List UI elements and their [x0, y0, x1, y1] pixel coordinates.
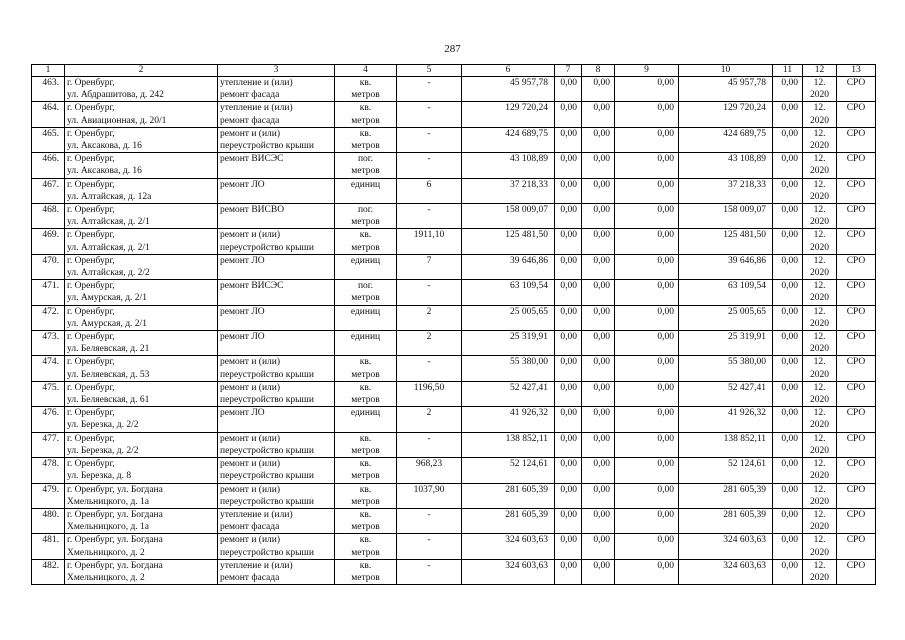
value-cell: 0,00 — [582, 508, 615, 533]
cost-cell: 63 109,54 — [462, 280, 555, 305]
value-cell: 0,00 — [555, 178, 582, 203]
address-cell: г. Оренбург, ул. Богдана Хмельницкого, д. 2 — [65, 534, 218, 559]
quantity-cell: - — [397, 77, 462, 102]
column-header: 5 — [397, 65, 462, 77]
period-cell: 12. 2020 — [803, 77, 837, 102]
unit-cell: кв. метров — [335, 458, 397, 483]
cost-cell: 158 009,07 — [462, 204, 555, 229]
value-cell: 0,00 — [582, 229, 615, 254]
source-cell: СРО — [837, 458, 876, 483]
cost-cell: 52 124,61 — [462, 458, 555, 483]
unit-cell: единиц — [335, 305, 397, 330]
row-number: 477. — [32, 432, 65, 457]
total-cell: 424 689,75 — [679, 127, 773, 152]
quantity-cell: - — [397, 508, 462, 533]
source-cell: СРО — [837, 229, 876, 254]
table-row — [32, 127, 876, 152]
table-row — [32, 432, 876, 457]
address-cell: г. Оренбург, ул. Березка, д. 8 — [65, 458, 218, 483]
row-number: 469. — [32, 229, 65, 254]
value-cell: 0,00 — [555, 102, 582, 127]
value-cell: 0,00 — [555, 483, 582, 508]
table-row — [32, 534, 876, 559]
address-cell: г. Оренбург, ул. Беляевская, д. 61 — [65, 381, 218, 406]
value-cell: 0,00 — [582, 204, 615, 229]
row-number: 478. — [32, 458, 65, 483]
row-number: 481. — [32, 534, 65, 559]
work-type-cell: утепление и (или) ремонт фасада — [218, 102, 335, 127]
unit-cell: единиц — [335, 178, 397, 203]
unit-cell: кв. метров — [335, 534, 397, 559]
unit-cell: кв. метров — [335, 356, 397, 381]
header-row — [32, 65, 876, 77]
cost-cell: 138 852,11 — [462, 432, 555, 457]
value-cell: 0,00 — [555, 331, 582, 356]
unit-cell: кв. метров — [335, 508, 397, 533]
cost-cell: 55 380,00 — [462, 356, 555, 381]
period-cell: 12. 2020 — [803, 254, 837, 279]
period-cell: 12. 2020 — [803, 559, 837, 584]
value-cell: 0,00 — [555, 458, 582, 483]
quantity-cell: 968,23 — [397, 458, 462, 483]
cost-cell: 52 427,41 — [462, 381, 555, 406]
quantity-cell: - — [397, 204, 462, 229]
table-row — [32, 153, 876, 178]
value-cell: 0,00 — [615, 153, 679, 178]
source-cell: СРО — [837, 280, 876, 305]
value-cell: 0,00 — [773, 102, 803, 127]
unit-cell: пог. метров — [335, 280, 397, 305]
column-header: 3 — [218, 65, 335, 77]
row-number: 467. — [32, 178, 65, 203]
value-cell: 0,00 — [615, 178, 679, 203]
value-cell: 0,00 — [615, 331, 679, 356]
value-cell: 0,00 — [582, 458, 615, 483]
period-cell: 12. 2020 — [803, 153, 837, 178]
address-cell: г. Оренбург, ул. Аксакова, д. 16 — [65, 153, 218, 178]
value-cell: 0,00 — [615, 483, 679, 508]
cost-cell: 424 689,75 — [462, 127, 555, 152]
value-cell: 0,00 — [582, 331, 615, 356]
value-cell: 0,00 — [615, 229, 679, 254]
work-type-cell: утепление и (или) ремонт фасада — [218, 508, 335, 533]
cost-cell: 324 603,63 — [462, 534, 555, 559]
value-cell: 0,00 — [555, 432, 582, 457]
value-cell: 0,00 — [582, 127, 615, 152]
address-cell: г. Оренбург, ул. Абдрашитова, д. 242 — [65, 77, 218, 102]
work-type-cell: утепление и (или) ремонт фасада — [218, 77, 335, 102]
value-cell: 0,00 — [555, 381, 582, 406]
value-cell: 0,00 — [555, 153, 582, 178]
value-cell: 0,00 — [615, 432, 679, 457]
column-header: 4 — [335, 65, 397, 77]
cost-cell: 324 603,63 — [462, 559, 555, 584]
table-row — [32, 77, 876, 102]
work-type-cell: ремонт и (или) переустройство крыши — [218, 483, 335, 508]
address-cell: г. Оренбург, ул. Алтайская, д. 2/1 — [65, 229, 218, 254]
cost-cell: 25 319,91 — [462, 331, 555, 356]
work-type-cell: ремонт и (или) переустройство крыши — [218, 229, 335, 254]
period-cell: 12. 2020 — [803, 483, 837, 508]
quantity-cell: - — [397, 280, 462, 305]
period-cell: 12. 2020 — [803, 229, 837, 254]
period-cell: 12. 2020 — [803, 102, 837, 127]
period-cell: 12. 2020 — [803, 204, 837, 229]
value-cell: 0,00 — [773, 331, 803, 356]
period-cell: 12. 2020 — [803, 407, 837, 432]
value-cell: 0,00 — [773, 483, 803, 508]
row-number: 472. — [32, 305, 65, 330]
cost-cell: 281 605,39 — [462, 483, 555, 508]
value-cell: 0,00 — [582, 254, 615, 279]
work-type-cell: утепление и (или) ремонт фасада — [218, 559, 335, 584]
value-cell: 0,00 — [615, 508, 679, 533]
source-cell: СРО — [837, 102, 876, 127]
total-cell: 138 852,11 — [679, 432, 773, 457]
column-header: 10 — [679, 65, 773, 77]
value-cell: 0,00 — [773, 254, 803, 279]
source-cell: СРО — [837, 153, 876, 178]
cost-cell: 45 957,78 — [462, 77, 555, 102]
quantity-cell: 2 — [397, 407, 462, 432]
row-number: 470. — [32, 254, 65, 279]
value-cell: 0,00 — [555, 204, 582, 229]
source-cell: СРО — [837, 305, 876, 330]
cost-cell: 37 218,33 — [462, 178, 555, 203]
value-cell: 0,00 — [582, 432, 615, 457]
row-number: 468. — [32, 204, 65, 229]
quantity-cell: - — [397, 559, 462, 584]
value-cell: 0,00 — [615, 77, 679, 102]
column-header: 11 — [773, 65, 803, 77]
value-cell: 0,00 — [773, 559, 803, 584]
unit-cell: единиц — [335, 407, 397, 432]
source-cell: СРО — [837, 77, 876, 102]
work-type-cell: ремонт и (или) переустройство крыши — [218, 127, 335, 152]
cost-cell: 43 108,89 — [462, 153, 555, 178]
value-cell: 0,00 — [555, 280, 582, 305]
row-number: 480. — [32, 508, 65, 533]
source-cell: СРО — [837, 407, 876, 432]
total-cell: 281 605,39 — [679, 508, 773, 533]
column-header: 2 — [65, 65, 218, 77]
value-cell: 0,00 — [773, 534, 803, 559]
value-cell: 0,00 — [555, 127, 582, 152]
quantity-cell: - — [397, 153, 462, 178]
total-cell: 25 319,91 — [679, 331, 773, 356]
value-cell: 0,00 — [773, 178, 803, 203]
value-cell: 0,00 — [773, 508, 803, 533]
value-cell: 0,00 — [582, 280, 615, 305]
quantity-cell: - — [397, 127, 462, 152]
unit-cell: кв. метров — [335, 559, 397, 584]
address-cell: г. Оренбург, ул. Амурская, д. 2/1 — [65, 305, 218, 330]
table-row — [32, 305, 876, 330]
value-cell: 0,00 — [615, 534, 679, 559]
value-cell: 0,00 — [615, 458, 679, 483]
value-cell: 0,00 — [615, 204, 679, 229]
value-cell: 0,00 — [615, 356, 679, 381]
cost-cell: 281 605,39 — [462, 508, 555, 533]
row-number: 465. — [32, 127, 65, 152]
total-cell: 25 005,65 — [679, 305, 773, 330]
unit-cell: кв. метров — [335, 229, 397, 254]
address-cell: г. Оренбург, ул. Авиационная, д. 20/1 — [65, 102, 218, 127]
address-cell: г. Оренбург, ул. Беляевская, д. 53 — [65, 356, 218, 381]
table-row — [32, 508, 876, 533]
unit-cell: кв. метров — [335, 483, 397, 508]
value-cell: 0,00 — [615, 381, 679, 406]
value-cell: 0,00 — [615, 127, 679, 152]
unit-cell: кв. метров — [335, 102, 397, 127]
source-cell: СРО — [837, 432, 876, 457]
value-cell: 0,00 — [582, 153, 615, 178]
value-cell: 0,00 — [615, 280, 679, 305]
total-cell: 52 427,41 — [679, 381, 773, 406]
table-row — [32, 483, 876, 508]
value-cell: 0,00 — [615, 305, 679, 330]
row-number: 474. — [32, 356, 65, 381]
total-cell: 37 218,33 — [679, 178, 773, 203]
table-row — [32, 559, 876, 584]
value-cell: 0,00 — [582, 381, 615, 406]
period-cell: 12. 2020 — [803, 534, 837, 559]
address-cell: г. Оренбург, ул. Богдана Хмельницкого, д. 1а — [65, 483, 218, 508]
work-type-cell: ремонт ЛО — [218, 254, 335, 279]
period-cell: 12. 2020 — [803, 305, 837, 330]
source-cell: СРО — [837, 254, 876, 279]
row-number: 463. — [32, 77, 65, 102]
period-cell: 12. 2020 — [803, 432, 837, 457]
work-type-cell: ремонт и (или) переустройство крыши — [218, 381, 335, 406]
period-cell: 12. 2020 — [803, 331, 837, 356]
value-cell: 0,00 — [555, 534, 582, 559]
column-header: 12 — [803, 65, 837, 77]
total-cell: 43 108,89 — [679, 153, 773, 178]
address-cell: г. Оренбург, ул. Богдана Хмельницкого, д. 1а — [65, 508, 218, 533]
value-cell: 0,00 — [615, 254, 679, 279]
work-type-cell: ремонт ВИСВО — [218, 204, 335, 229]
value-cell: 0,00 — [555, 229, 582, 254]
quantity-cell: 7 — [397, 254, 462, 279]
cost-cell: 41 926,32 — [462, 407, 555, 432]
table-row — [32, 102, 876, 127]
value-cell: 0,00 — [773, 356, 803, 381]
value-cell: 0,00 — [773, 305, 803, 330]
period-cell: 12. 2020 — [803, 127, 837, 152]
period-cell: 12. 2020 — [803, 280, 837, 305]
value-cell: 0,00 — [582, 178, 615, 203]
quantity-cell: 1037,90 — [397, 483, 462, 508]
source-cell: СРО — [837, 331, 876, 356]
source-cell: СРО — [837, 508, 876, 533]
work-type-cell: ремонт и (или) переустройство крыши — [218, 458, 335, 483]
source-cell: СРО — [837, 178, 876, 203]
value-cell: 0,00 — [773, 204, 803, 229]
total-cell: 158 009,07 — [679, 204, 773, 229]
column-header: 7 — [555, 65, 582, 77]
value-cell: 0,00 — [773, 432, 803, 457]
source-cell: СРО — [837, 483, 876, 508]
work-type-cell: ремонт и (или) переустройство крыши — [218, 356, 335, 381]
work-type-cell: ремонт ВИСЭС — [218, 153, 335, 178]
repair-register-table — [31, 64, 876, 585]
value-cell: 0,00 — [555, 559, 582, 584]
value-cell: 0,00 — [582, 356, 615, 381]
total-cell: 55 380,00 — [679, 356, 773, 381]
unit-cell: пог. метров — [335, 153, 397, 178]
value-cell: 0,00 — [615, 407, 679, 432]
table-row — [32, 407, 876, 432]
value-cell: 0,00 — [773, 229, 803, 254]
address-cell: г. Оренбург, ул. Амурская, д. 2/1 — [65, 280, 218, 305]
work-type-cell: ремонт ЛО — [218, 331, 335, 356]
value-cell: 0,00 — [773, 127, 803, 152]
row-number: 476. — [32, 407, 65, 432]
quantity-cell: - — [397, 356, 462, 381]
table-row — [32, 331, 876, 356]
unit-cell: кв. метров — [335, 77, 397, 102]
source-cell: СРО — [837, 204, 876, 229]
source-cell: СРО — [837, 127, 876, 152]
row-number: 473. — [32, 331, 65, 356]
address-cell: г. Оренбург, ул. Алтайская, д. 2/2 — [65, 254, 218, 279]
work-type-cell: ремонт ЛО — [218, 407, 335, 432]
value-cell: 0,00 — [555, 508, 582, 533]
unit-cell: пог. метров — [335, 204, 397, 229]
column-header: 9 — [615, 65, 679, 77]
quantity-cell: 1196,50 — [397, 381, 462, 406]
source-cell: СРО — [837, 534, 876, 559]
row-number: 479. — [32, 483, 65, 508]
row-number: 475. — [32, 381, 65, 406]
total-cell: 52 124,61 — [679, 458, 773, 483]
quantity-cell: 1911,10 — [397, 229, 462, 254]
total-cell: 63 109,54 — [679, 280, 773, 305]
cost-cell: 125 481,50 — [462, 229, 555, 254]
value-cell: 0,00 — [615, 559, 679, 584]
value-cell: 0,00 — [615, 102, 679, 127]
table-row — [32, 381, 876, 406]
source-cell: СРО — [837, 559, 876, 584]
period-cell: 12. 2020 — [803, 381, 837, 406]
table-row — [32, 254, 876, 279]
value-cell: 0,00 — [582, 559, 615, 584]
address-cell: г. Оренбург, ул. Аксакова, д. 16 — [65, 127, 218, 152]
value-cell: 0,00 — [773, 407, 803, 432]
period-cell: 12. 2020 — [803, 356, 837, 381]
value-cell: 0,00 — [773, 458, 803, 483]
period-cell: 12. 2020 — [803, 458, 837, 483]
table-row — [32, 280, 876, 305]
address-cell: г. Оренбург, ул. Алтайская, д. 2/1 — [65, 204, 218, 229]
work-type-cell: ремонт ЛО — [218, 178, 335, 203]
table-row — [32, 229, 876, 254]
total-cell: 45 957,78 — [679, 77, 773, 102]
total-cell: 41 926,32 — [679, 407, 773, 432]
unit-cell: единиц — [335, 331, 397, 356]
value-cell: 0,00 — [773, 381, 803, 406]
quantity-cell: 6 — [397, 178, 462, 203]
total-cell: 281 605,39 — [679, 483, 773, 508]
value-cell: 0,00 — [555, 254, 582, 279]
quantity-cell: - — [397, 432, 462, 457]
value-cell: 0,00 — [582, 534, 615, 559]
total-cell: 324 603,63 — [679, 559, 773, 584]
unit-cell: кв. метров — [335, 381, 397, 406]
total-cell: 324 603,63 — [679, 534, 773, 559]
unit-cell: кв. метров — [335, 432, 397, 457]
quantity-cell: - — [397, 534, 462, 559]
quantity-cell: - — [397, 102, 462, 127]
value-cell: 0,00 — [773, 280, 803, 305]
row-number: 482. — [32, 559, 65, 584]
row-number: 464. — [32, 102, 65, 127]
value-cell: 0,00 — [582, 305, 615, 330]
column-header: 1 — [32, 65, 65, 77]
row-number: 471. — [32, 280, 65, 305]
unit-cell: единиц — [335, 254, 397, 279]
address-cell: г. Оренбург, ул. Березка, д. 2/2 — [65, 407, 218, 432]
total-cell: 39 646,86 — [679, 254, 773, 279]
value-cell: 0,00 — [555, 356, 582, 381]
source-cell: СРО — [837, 381, 876, 406]
address-cell: г. Оренбург, ул. Богдана Хмельницкого, д. 2 — [65, 559, 218, 584]
total-cell: 129 720,24 — [679, 102, 773, 127]
page-number: 287 — [444, 43, 461, 55]
work-type-cell: ремонт ЛО — [218, 305, 335, 330]
value-cell: 0,00 — [555, 305, 582, 330]
value-cell: 0,00 — [773, 77, 803, 102]
value-cell: 0,00 — [773, 153, 803, 178]
address-cell: г. Оренбург, ул. Беляевская, д. 21 — [65, 331, 218, 356]
table-row — [32, 204, 876, 229]
row-number: 466. — [32, 153, 65, 178]
column-header: 8 — [582, 65, 615, 77]
quantity-cell: 2 — [397, 305, 462, 330]
cost-cell: 129 720,24 — [462, 102, 555, 127]
table-row — [32, 458, 876, 483]
quantity-cell: 2 — [397, 331, 462, 356]
work-type-cell: ремонт ВИСЭС — [218, 280, 335, 305]
work-type-cell: ремонт и (или) переустройство крыши — [218, 432, 335, 457]
work-type-cell: ремонт и (или) переустройство крыши — [218, 534, 335, 559]
address-cell: г. Оренбург, ул. Алтайская, д. 12а — [65, 178, 218, 203]
value-cell: 0,00 — [582, 102, 615, 127]
cost-cell: 25 005,65 — [462, 305, 555, 330]
table-row — [32, 178, 876, 203]
cost-cell: 39 646,86 — [462, 254, 555, 279]
value-cell: 0,00 — [555, 77, 582, 102]
period-cell: 12. 2020 — [803, 508, 837, 533]
value-cell: 0,00 — [582, 483, 615, 508]
value-cell: 0,00 — [582, 407, 615, 432]
table-row — [32, 356, 876, 381]
period-cell: 12. 2020 — [803, 178, 837, 203]
column-header: 13 — [837, 65, 876, 77]
source-cell: СРО — [837, 356, 876, 381]
address-cell: г. Оренбург, ул. Березка, д. 2/2 — [65, 432, 218, 457]
value-cell: 0,00 — [555, 407, 582, 432]
unit-cell: кв. метров — [335, 127, 397, 152]
total-cell: 125 481,50 — [679, 229, 773, 254]
value-cell: 0,00 — [582, 77, 615, 102]
column-header: 6 — [462, 65, 555, 77]
